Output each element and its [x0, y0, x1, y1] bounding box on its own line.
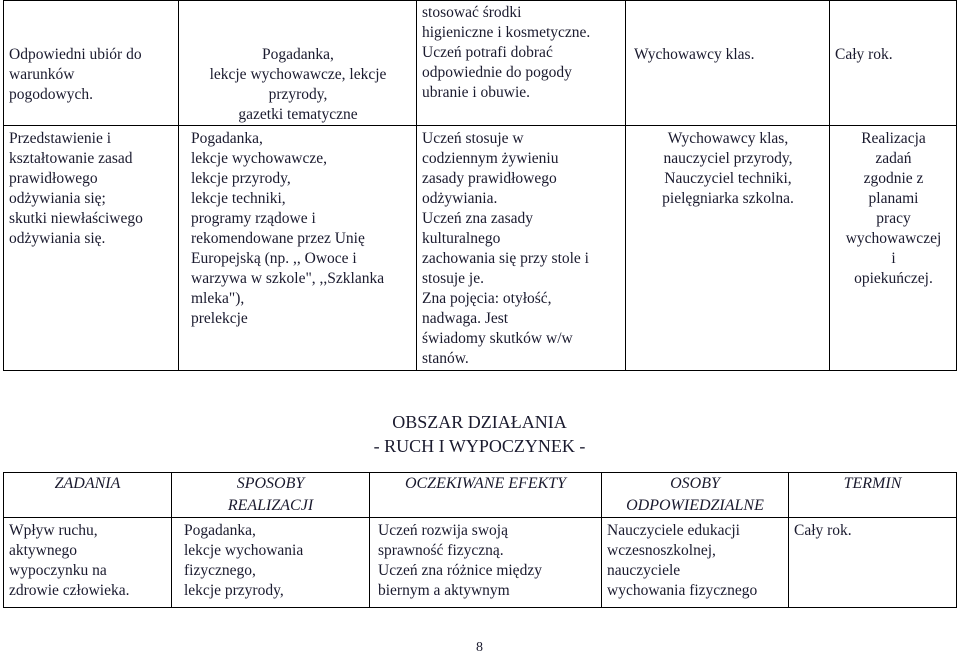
task-cell — [4, 126, 179, 371]
header-term: TERMIN — [789, 473, 957, 518]
task-cell — [4, 518, 172, 608]
header-responsible: OSOBY ODPOWIEDZIALNE — [602, 473, 789, 518]
effects-text: Uczeń rozwija swoją sprawność fizyczną. Uczeń zna różnice między biernym a aktywnym — [378, 522, 542, 599]
table-row — [4, 126, 957, 371]
header-methods: SPOSOBY REALIZACJI — [172, 473, 370, 518]
responsible-text: Wychowawcy klas, nauczyciel przyrody, Nauczyciel techniki, pielęgniarka szkolna. — [662, 130, 794, 207]
bottom-table — [3, 472, 957, 608]
task-cell — [4, 1, 179, 126]
term-text: Realizacja zadań zgodnie z planami pracy wychowawczej i opiekuńczej. — [845, 130, 942, 287]
term-cell — [830, 126, 957, 371]
effects-cell — [370, 518, 602, 608]
responsible-text: Nauczyciele edukacji wczesnoszkolnej, nauczyciele wychowania fizycznego — [607, 522, 758, 599]
table-row — [4, 1, 957, 126]
methods-text: Pogadanka, lekcje wychowawcze, lekcje przyrody, lekcje techniki, programy rządowe i rekomendowane przez Unię Europejską (np. ,, Owoce i warzywa w szkole", ,,Szklanka mleka"), prelekcje — [191, 130, 385, 327]
responsible-cell — [626, 126, 830, 371]
effects-cell — [417, 126, 626, 371]
methods-cell — [179, 1, 417, 126]
header-tasks: ZADANIA — [4, 473, 172, 518]
top-table — [3, 0, 957, 371]
methods-cell — [172, 518, 370, 608]
term-cell — [830, 1, 957, 126]
task-text: Wpływ ruchu, aktywnego wypoczynku na zdrowie człowieka. — [9, 522, 130, 599]
methods-text: Pogadanka, lekcje wychowania fizycznego, lekcje przyrody, — [184, 522, 304, 599]
header-row — [4, 473, 957, 518]
header-effects: OCZEKIWANE EFEKTY — [370, 473, 602, 518]
term-text: Cały rok. — [835, 46, 893, 63]
task-text: Odpowiedni ubiór do warunków pogodowych. — [9, 46, 142, 103]
task-text: Przedstawienie i kształtowanie zasad prawidłowego odżywiania się; skutki niewłaściwego odżywiania się. — [9, 130, 143, 247]
responsible-text: Wychowawcy klas. — [634, 46, 755, 63]
section-title — [0, 410, 959, 458]
table-row — [4, 518, 957, 608]
term-text: Cały rok. — [794, 522, 852, 539]
methods-text: Pogadanka, lekcje wychowawcze, lekcje przyrody, gazetki tematyczne — [209, 46, 387, 123]
term-cell — [789, 518, 957, 608]
effects-cell — [417, 1, 626, 126]
methods-cell — [179, 126, 417, 371]
section-title-line1: OBSZAR DZIAŁANIA — [392, 412, 567, 432]
section-title-line2: - RUCH I WYPOCZYNEK - — [373, 436, 586, 456]
page-number: 8 — [476, 640, 483, 655]
responsible-cell — [626, 1, 830, 126]
effects-text: stosować środki higieniczne i kosmetyczne. Uczeń potrafi dobrać odpowiednie do pogody ubranie i obuwie. — [422, 4, 591, 101]
effects-text: Uczeń stosuje w codziennym żywieniu zasady prawidłowego odżywiania. Uczeń zna zasady kulturalnego zachowania się przy stole i stosuje je. Zna pojęcia: otyłość, nadwaga. Jest świadomy skutków w/w stanów. — [422, 130, 589, 367]
responsible-cell — [602, 518, 789, 608]
